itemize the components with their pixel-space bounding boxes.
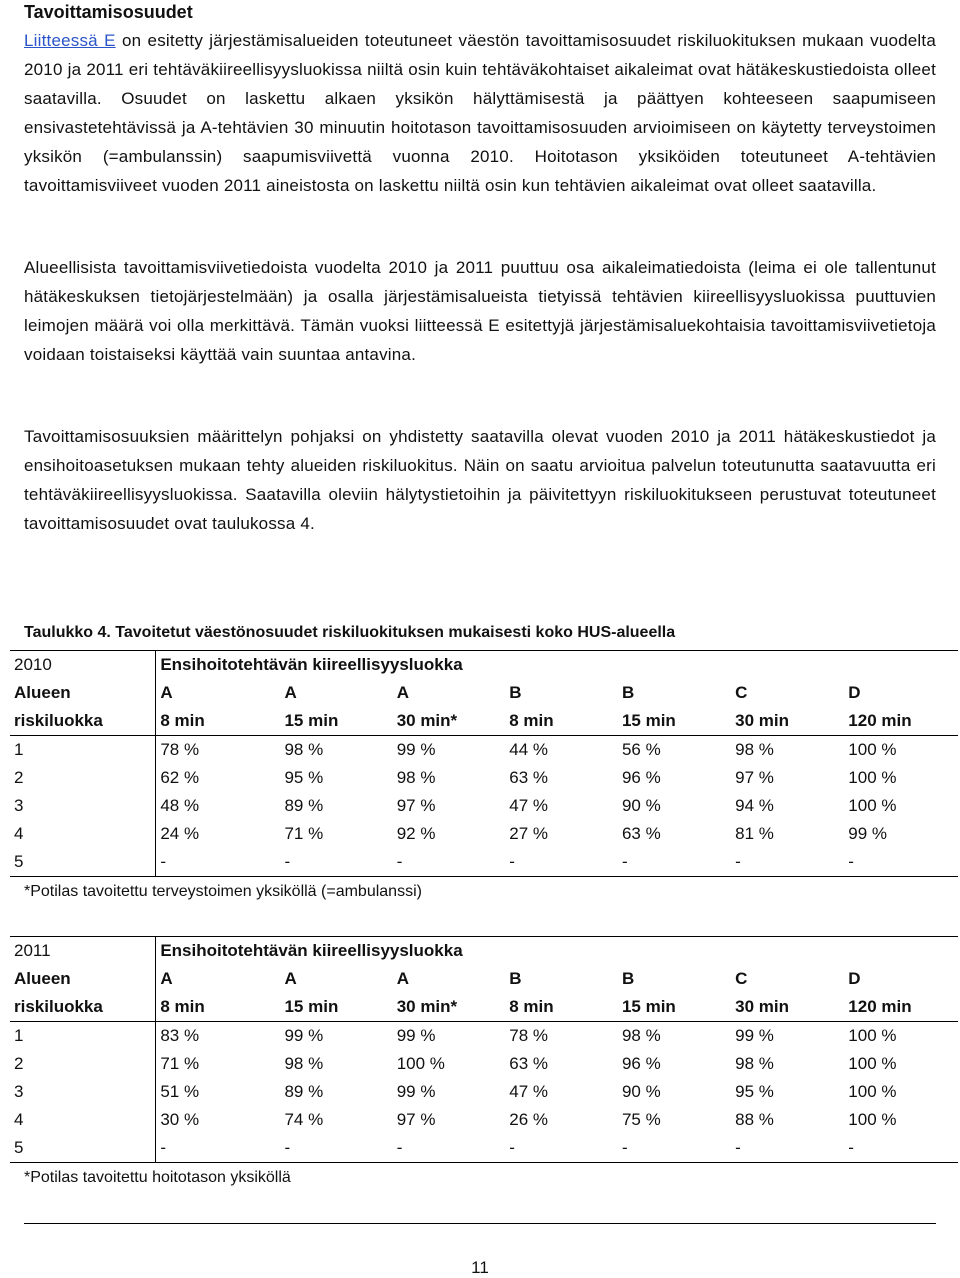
risk-class-cell: 1	[10, 1022, 156, 1051]
risk-class-cell: 3	[10, 1078, 156, 1106]
value-cell: 71 %	[160, 1054, 200, 1073]
time-header: 8 min	[156, 993, 281, 1022]
table-row	[10, 1134, 958, 1163]
table-year: 2011	[10, 937, 156, 966]
row-label-area: Alueen	[10, 965, 156, 993]
table-row	[10, 1050, 958, 1078]
value-cell: 97 %	[396, 796, 436, 815]
value-cell: 100 %	[848, 1054, 897, 1073]
value-cell: 81 %	[735, 824, 774, 843]
table-row	[10, 820, 958, 848]
table-caption: Taulukko 4. Tavoitetut väestönosuudet riskiluokituksen mukaisesti koko HUS-alueella	[24, 624, 676, 641]
paragraph-3: Tavoittamisosuuksien määrittelyn pohjaksi on yhdistetty saatavilla olevat vuoden 2010 ja 2011 hätäkeskustiedot ja ensihoitoasetuksen mukaan tehty alueiden riskiluokitus. Näin on saatu arvioitua palvelun toteutunutta saatavuutta eri tehtäväkiireellisyysluokissa. Saatavilla oleviin hälytystietoihin ja päivitettyyn riskiluokitukseen perustuvat toteutuneet tavoittamisosuudet ovat taulukossa 4.	[24, 427, 936, 533]
appendix-e-link[interactable]: Liitteessä E	[24, 31, 116, 50]
value-cell: -	[280, 848, 392, 877]
value-cell: 98 %	[284, 1054, 324, 1073]
value-cell: 98 %	[735, 1054, 774, 1073]
value-cell: 47 %	[509, 796, 548, 815]
time-header: 15 min	[618, 707, 731, 736]
section-title: Tavoittamisosuudet	[24, 2, 193, 22]
row-label-risk: riskiluokka	[10, 993, 156, 1022]
value-cell: -	[280, 1134, 392, 1163]
value-cell: 89 %	[284, 1082, 324, 1101]
value-cell: 100 %	[848, 740, 897, 759]
risk-class-cell: 2	[10, 764, 156, 792]
value-cell: 92 %	[396, 824, 436, 843]
class-header: A	[396, 969, 409, 988]
time-header: 8 min	[505, 993, 618, 1022]
value-cell: 99 %	[284, 1026, 324, 1045]
value-cell: 83 %	[160, 1026, 200, 1045]
value-cell: -	[505, 848, 618, 877]
value-cell: 24 %	[160, 824, 200, 843]
class-header: B	[621, 683, 635, 702]
class-header: B	[509, 683, 522, 702]
time-header: 30 min	[731, 993, 844, 1022]
class-header: B	[509, 969, 522, 988]
risk-class-cell: 1	[10, 736, 156, 765]
row-label-area: Alueen	[10, 679, 156, 707]
table-header-row	[10, 651, 958, 680]
class-header: A	[160, 969, 173, 988]
table-year: 2010	[10, 651, 156, 680]
value-cell: -	[731, 848, 844, 877]
time-header: 15 min	[618, 993, 731, 1022]
table-2010-footnote: *Potilas tavoitettu terveystoimen yksiköllä (=ambulanssi)	[24, 883, 422, 900]
class-header: D	[848, 969, 861, 988]
risk-class-cell: 3	[10, 792, 156, 820]
value-cell: 100 %	[848, 768, 897, 787]
table-2011	[10, 936, 958, 1163]
footer-divider	[24, 1223, 936, 1224]
table-row	[10, 848, 958, 877]
class-header: B	[621, 969, 635, 988]
value-cell: 47 %	[509, 1082, 548, 1101]
paragraph-1-text: on esitetty järjestämisalueiden toteutuneet väestön tavoittamisosuudet riskiluokituksen mukaan vuodelta 2010 ja 2011 eri tehtäväkiireellisyysluokissa niiltä osin kuin tehtäväkohtaiset aikaleimat ovat hätäkeskustiedoista olleet saatavilla. Osuudet on laskettu alkaen yksikön hälyttämisestä ja päättyen kohteeseen saapumiseen ensivastetehtävissä ja A-tehtävien 30 minuutin hoitotason tavoittamisosuuden arvioimiseen on käytetty terveystoimen yksikön (=ambulanssin) saapumisviivettä vuonna 2010. Hoitotason yksiköiden toteutuneet A-tehtävien tavoittamisviiveet vuoden 2011 aineistosta on laskettu niiltä osin kun tehtävien aikaleimat ovat olleet saatavilla.	[24, 31, 936, 195]
risk-class-cell: 5	[10, 848, 156, 877]
table-header-row	[10, 965, 958, 993]
value-cell: 71 %	[284, 824, 324, 843]
value-cell: 90 %	[621, 1082, 661, 1101]
value-cell: 98 %	[735, 740, 774, 759]
value-cell: 96 %	[621, 768, 661, 787]
table-row	[10, 764, 958, 792]
time-header: 30 min*	[393, 707, 506, 736]
value-cell: -	[393, 1134, 506, 1163]
class-header: C	[735, 969, 748, 988]
paragraph-1	[24, 26, 936, 200]
row-label-risk: riskiluokka	[10, 707, 156, 736]
time-header: 30 min	[731, 707, 844, 736]
table-header-row	[10, 993, 958, 1022]
class-header: A	[160, 683, 173, 702]
value-cell: 78 %	[160, 740, 200, 759]
page-number: 11	[471, 1258, 489, 1277]
value-cell: 78 %	[509, 1026, 548, 1045]
value-cell: -	[731, 1134, 844, 1163]
time-header: 30 min*	[393, 993, 506, 1022]
value-cell: -	[618, 848, 731, 877]
value-cell: 88 %	[735, 1110, 774, 1129]
value-cell: 74 %	[284, 1110, 324, 1129]
table-row	[10, 792, 958, 820]
value-cell: 96 %	[621, 1054, 661, 1073]
value-cell: 26 %	[509, 1110, 548, 1129]
value-cell: 100 %	[848, 1110, 897, 1129]
time-header: 15 min	[280, 993, 392, 1022]
value-cell: 98 %	[621, 1026, 661, 1045]
table-2011-footnote: *Potilas tavoitettu hoitotason yksiköllä	[24, 1169, 291, 1186]
risk-class-cell: 4	[10, 820, 156, 848]
class-header: A	[396, 683, 409, 702]
value-cell: -	[393, 848, 506, 877]
table-header-row	[10, 937, 958, 966]
table-row	[10, 1106, 958, 1134]
value-cell: 95 %	[284, 768, 324, 787]
time-header: 120 min	[844, 707, 958, 736]
time-header: 120 min	[844, 993, 958, 1022]
value-cell: 99 %	[396, 1026, 436, 1045]
value-cell: 98 %	[284, 740, 324, 759]
value-cell: -	[844, 1134, 958, 1163]
value-cell: 89 %	[284, 796, 324, 815]
value-cell: 99 %	[735, 1026, 774, 1045]
risk-class-cell: 5	[10, 1134, 156, 1163]
table-header-row	[10, 707, 958, 736]
value-cell: 63 %	[621, 824, 661, 843]
time-header: 15 min	[280, 707, 392, 736]
value-cell: -	[618, 1134, 731, 1163]
value-cell: 97 %	[396, 1110, 436, 1129]
time-header: 8 min	[156, 707, 281, 736]
class-header: C	[735, 683, 748, 702]
value-cell: 63 %	[509, 1054, 548, 1073]
risk-class-cell: 2	[10, 1050, 156, 1078]
table-row	[10, 1078, 958, 1106]
value-cell: 90 %	[621, 796, 661, 815]
value-cell: 63 %	[509, 768, 548, 787]
value-cell: 27 %	[509, 824, 548, 843]
table-2010	[10, 650, 958, 877]
table-header-row	[10, 679, 958, 707]
urgency-class-header: Ensihoitotehtävän kiireellisyysluokka	[156, 651, 958, 680]
value-cell: 97 %	[735, 768, 774, 787]
value-cell: 94 %	[735, 796, 774, 815]
value-cell: 100 %	[848, 1026, 897, 1045]
value-cell: 44 %	[509, 740, 548, 759]
value-cell: 100 %	[396, 1054, 445, 1073]
value-cell: 98 %	[396, 768, 436, 787]
urgency-class-header: Ensihoitotehtävän kiireellisyysluokka	[156, 937, 958, 966]
table-row	[10, 736, 958, 765]
value-cell: 100 %	[848, 1082, 897, 1101]
value-cell: 99 %	[396, 1082, 436, 1101]
value-cell: 30 %	[160, 1110, 200, 1129]
value-cell: -	[156, 848, 281, 877]
table-row	[10, 1022, 958, 1051]
value-cell: 62 %	[160, 768, 200, 787]
paragraph-2: Alueellisista tavoittamisviivetiedoista vuodelta 2010 ja 2011 puuttuu osa aikaleimatiedoista (leima ei ole tallentunut hätäkeskuksen tietojärjestelmään) ja osalla järjestämisalueista tietyissä tehtävien kiireellisyysluokissa puuttuvien leimojen määrä voi olla merkittävä. Tämän vuoksi liitteessä E esitettyjä järjestämisaluekohtaisia tavoittamisviivetietoja voidaan toistaiseksi käyttää vain suuntaa antavina.	[24, 258, 936, 364]
value-cell: 99 %	[848, 824, 888, 843]
value-cell: 56 %	[621, 740, 661, 759]
value-cell: -	[844, 848, 958, 877]
value-cell: 48 %	[160, 796, 200, 815]
class-header: A	[284, 683, 297, 702]
time-header: 8 min	[505, 707, 618, 736]
risk-class-cell: 4	[10, 1106, 156, 1134]
value-cell: 75 %	[621, 1110, 661, 1129]
value-cell: 51 %	[160, 1082, 200, 1101]
class-header: A	[284, 969, 297, 988]
value-cell: 99 %	[396, 740, 436, 759]
class-header: D	[848, 683, 861, 702]
value-cell: 95 %	[735, 1082, 774, 1101]
value-cell: 100 %	[848, 796, 897, 815]
value-cell: -	[156, 1134, 281, 1163]
value-cell: -	[505, 1134, 618, 1163]
